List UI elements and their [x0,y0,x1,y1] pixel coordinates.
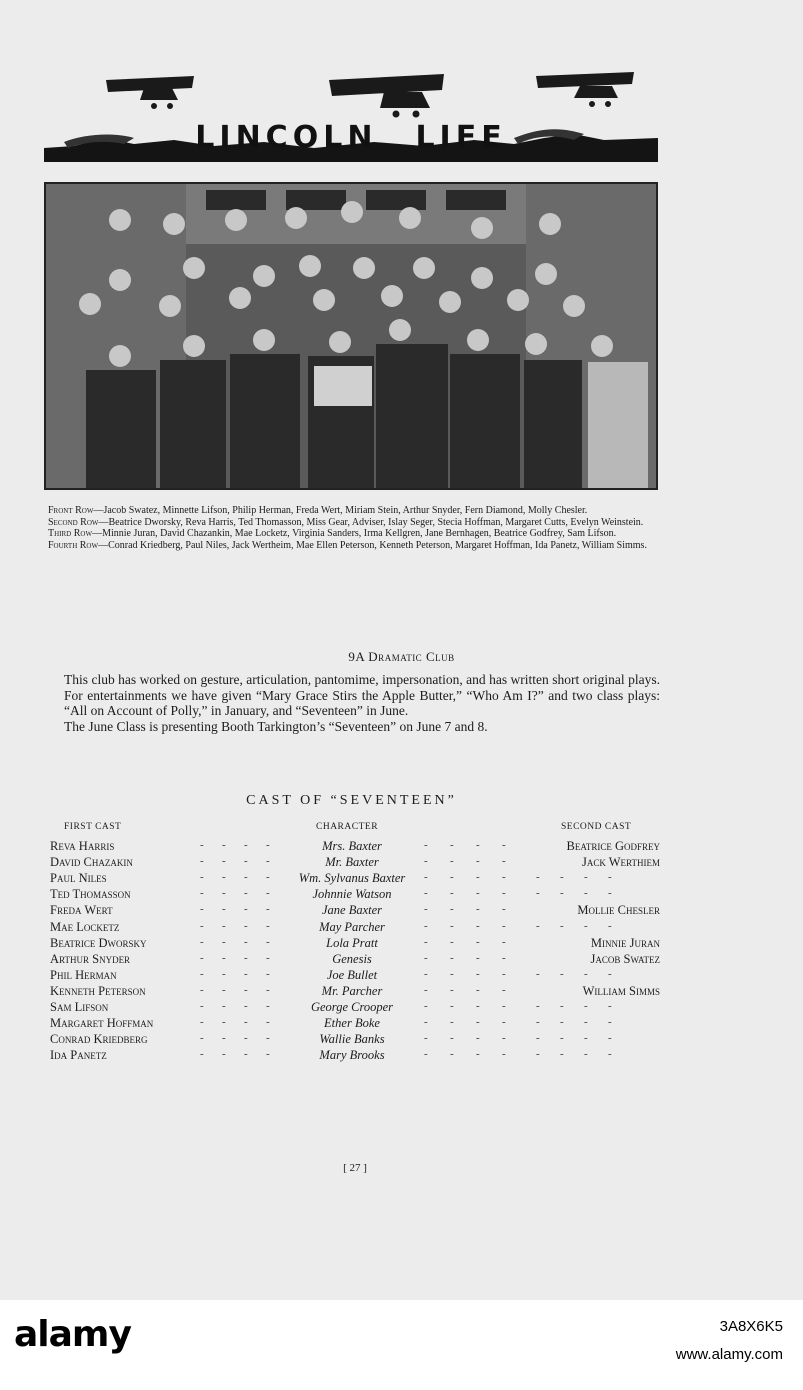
first-cast-name: Paul Niles [50,871,107,886]
leader-dash: - [476,1016,480,1029]
leader-dash: - [244,1016,248,1029]
leader-dash: - [450,1032,454,1045]
leader-dash: - [424,1032,428,1045]
leader-dash: - [560,1016,564,1029]
character-name: Johnnie Watson [312,887,392,902]
cast-row [0,936,803,952]
leader-dash: - [244,839,248,851]
leader-dash: - [560,967,564,980]
first-cast-name: Margaret Hoffman [50,1016,154,1031]
leader-dash: - [502,967,506,980]
leader-dash: - [476,855,480,868]
leader-dash: - [222,983,226,996]
leader-dash: - [244,1000,248,1012]
cast-row [0,839,803,855]
leader-dash: - [608,919,612,932]
leader-dash: - [244,935,248,948]
character-name: Mary Brooks [319,1048,385,1063]
leader-dash: - [244,855,248,868]
leader-dash: - [200,1000,204,1012]
leader-dash: - [266,983,270,996]
leader-dash: - [424,855,428,868]
leader-dash: - [536,887,540,900]
leader-dash: - [502,855,506,868]
leader-dash: - [424,1016,428,1029]
cast-row [0,871,803,887]
leader-dash: - [424,919,428,932]
leader-dash: - [266,1016,270,1029]
leader-dash: - [266,935,270,948]
leader-dash: - [450,951,454,964]
leader-dash: - [450,1016,454,1029]
leader-dash: - [200,1032,204,1045]
banner-title-lincoln: LINCOLN [195,120,378,155]
leader-dash: - [424,903,428,916]
leader-dash: - [536,1032,540,1045]
leader-dash: - [584,871,588,884]
character-name: May Parcher [319,919,385,934]
leader-dash: - [266,855,270,868]
leader-dash: - [608,887,612,900]
leader-dash: - [244,919,248,932]
leader-dash: - [200,935,204,948]
leader-dash: - [244,871,248,884]
leader-dash: - [244,887,248,900]
leader-dash: - [266,839,270,851]
second-cast-name: Minnie Juran [590,935,660,950]
first-cast-name: David Chazakin [50,855,133,870]
leader-dash: - [244,1048,248,1061]
leader-dash: - [502,1016,506,1029]
leader-dash: - [536,871,540,884]
alamy-logo: alamy [14,1314,131,1355]
leader-dash: - [424,951,428,964]
club-title-main: Dramatic Club [368,649,455,664]
leader-dash: - [536,1016,540,1029]
leader-dash: - [244,983,248,996]
leader-dash: - [222,839,226,851]
group-photo-illustration [46,184,656,488]
second-cast-name: William Simms [582,983,660,998]
leader-dash: - [222,903,226,916]
leader-dash: - [222,967,226,980]
leader-dash: - [536,1048,540,1061]
leader-dash: - [450,983,454,996]
leader-dash: - [200,887,204,900]
caption-label: Third Row [48,528,93,539]
leader-dash: - [584,1032,588,1045]
cast-row [0,1048,803,1064]
leader-dash: - [266,871,270,884]
first-cast-name: Conrad Kriedberg [50,1032,148,1047]
leader-dash: - [476,903,480,916]
first-cast-name: Arthur Snyder [50,951,131,966]
leader-dash: - [450,935,454,948]
leader-dash: - [266,1032,270,1045]
first-cast-name: Beatrice Dworsky [50,935,147,950]
leader-dash: - [560,887,564,900]
lincoln-life-banner [44,68,658,166]
leader-dash: - [476,935,480,948]
leader-dash: - [222,887,226,900]
leader-dash: - [502,1000,506,1012]
leader-dash: - [584,1048,588,1061]
character-name: George Crooper [310,1000,394,1014]
cast-row [0,855,803,871]
cast-row [0,952,803,968]
leader-dash: - [560,1048,564,1061]
cast-row [0,903,803,919]
caption-front-row: Front Row—Jacob Swatez, Minnette Lifson, Philip Herman, Freda Wert, Miriam Stein, Arthur Snyder, Fern Diamond, Molly Chesler. [48,505,588,516]
leader-dash: - [200,951,204,964]
leader-dash: - [424,871,428,884]
leader-dash: - [476,967,480,980]
leader-dash: - [560,919,564,932]
leader-dash: - [476,871,480,884]
cast-row [0,920,803,936]
caption-label: Second Row [48,516,99,528]
character-name: Jane Baxter [321,903,383,918]
club-title-prefix: 9A [348,649,369,664]
leader-dash: - [266,951,270,964]
leader-dash: - [476,839,480,851]
leader-dash: - [424,887,428,900]
leader-dash: - [502,839,506,851]
club-paragraph-2: The June Class is presenting Booth Tarkington’s “Seventeen” on June 7 and 8. [64,718,488,734]
leader-dash: - [608,1000,612,1012]
cast-row [0,1000,803,1016]
first-cast-name: Freda Wert [50,903,113,918]
watermark-url: www.alamy.com [675,1346,783,1363]
caption-label: Fourth Row [48,539,99,551]
first-cast-name: Phil Herman [50,967,117,982]
leader-dash: - [584,1016,588,1029]
leader-dash: - [450,1000,454,1012]
leader-dash: - [244,1032,248,1045]
leader-dash: - [266,919,270,932]
leader-dash: - [222,1016,226,1029]
caption-third-row: Third Row—Minnie Juran, David Chazankin, Mae Locketz, Virginia Sanders, Irma Kellgren, Jane Bernhagen, Beatrice Godfrey, Sam Lifson. [48,528,617,539]
character-name: Mr. Parcher [321,983,383,998]
leader-dash: - [502,935,506,948]
image-id: 3A8X6K5 [719,1318,783,1335]
club-title [0,649,803,665]
second-cast-name: Beatrice Godfrey [566,839,660,853]
caption-names: Beatrice Dworsky, Reva Harris, Ted Thomasson, Miss Gear, Adviser, Islay Seger, Stecia Hoffman, Margaret Cutts, Evelyn Weinstein. [108,516,644,528]
club-paragraph-1: This club has worked on gesture, articulation, pantomime, impersonation, and has written short original plays. For entertainments we have given “Mary Grace Stirs the Apple Butter,” “Who Am I?” and two class plays: “All on Account of Polly,” in January, and “Seventeen” in June. [64,672,660,718]
leader-dash: - [222,1032,226,1045]
leader-dash: - [450,839,454,851]
photo-caption [48,505,658,551]
leader-dash: - [536,919,540,932]
leader-dash: - [200,919,204,932]
leader-dash: - [502,887,506,900]
character-name: Mr. Baxter [325,855,379,870]
caption-label: Front Row [48,505,94,516]
caption-fourth-row: Fourth Row—Conrad Kriedberg, Paul Niles, Jack Wertheim, Mae Ellen Peterson, Kenneth Peterson, Margaret Hoffman, Ida Panetz, William Simms. [48,539,647,551]
first-cast-name: Ida Panetz [50,1048,107,1063]
leader-dash: - [608,871,612,884]
character-name: Genesis [332,951,372,966]
club-group-photo [44,182,658,490]
leader-dash: - [222,919,226,932]
leader-dash: - [502,871,506,884]
cast-title: CAST OF “SEVENTEEN” [246,793,457,808]
column-header-first-cast: FIRST CAST [64,822,122,832]
leader-dash: - [200,839,204,851]
page-number: [ 27 ] [343,1162,367,1174]
leader-dash: - [560,1032,564,1045]
leader-dash: - [424,839,428,851]
leader-dash: - [200,903,204,916]
character-name: Wm. Sylvanus Baxter [298,871,406,886]
character-name: Mrs. Baxter [322,839,382,853]
leader-dash: - [450,903,454,916]
leader-dash: - [476,1032,480,1045]
leader-dash: - [502,919,506,932]
leader-dash: - [200,967,204,980]
leader-dash: - [536,1000,540,1012]
leader-dash: - [536,967,540,980]
column-header-second-cast: SECOND CAST [561,822,632,832]
leader-dash: - [200,1048,204,1061]
caption-second-row: Second Row—Beatrice Dworsky, Reva Harris, Ted Thomasson, Miss Gear, Adviser, Islay Seger, Stecia Hoffman, Margaret Cutts, Evelyn Weinstein. [48,516,644,528]
leader-dash: - [244,967,248,980]
leader-dash: - [502,1032,506,1045]
leader-dash: - [266,903,270,916]
leader-dash: - [560,871,564,884]
leader-dash: - [266,1000,270,1012]
leader-dash: - [424,967,428,980]
leader-dash: - [450,871,454,884]
leader-dash: - [560,1000,564,1012]
leader-dash: - [502,903,506,916]
leader-dash: - [200,871,204,884]
leader-dash: - [450,887,454,900]
first-cast-name: Reva Harris [50,839,115,853]
leader-dash: - [222,855,226,868]
leader-dash: - [608,1032,612,1045]
leader-dash: - [424,935,428,948]
leader-dash: - [584,919,588,932]
leader-dash: - [200,855,204,868]
leader-dash: - [222,1048,226,1061]
leader-dash: - [450,1048,454,1061]
character-name: Wallie Banks [319,1032,385,1047]
leader-dash: - [222,935,226,948]
first-cast-name: Sam Lifson [50,1000,109,1014]
second-cast-name: Jacob Swatez [590,951,660,966]
banner-title-life: LIFE [415,120,507,155]
leader-dash: - [424,1048,428,1061]
leader-dash: - [200,1016,204,1029]
leader-dash: - [476,983,480,996]
club-description [64,672,660,734]
leader-dash: - [476,951,480,964]
leader-dash: - [476,919,480,932]
leader-dash: - [584,887,588,900]
leader-dash: - [608,967,612,980]
leader-dash: - [502,951,506,964]
cast-row [0,1016,803,1032]
second-cast-name: Jack Werthiem [581,855,660,870]
leader-dash: - [476,1000,480,1012]
leader-dash: - [584,1000,588,1012]
leader-dash: - [450,855,454,868]
leader-dash: - [266,1048,270,1061]
leader-dash: - [502,1048,506,1061]
cast-row [0,984,803,1000]
leader-dash: - [424,983,428,996]
leader-dash: - [476,1048,480,1061]
character-name: Ether Boke [324,1016,380,1031]
banner-title [44,120,658,155]
leader-dash: - [222,1000,226,1012]
caption-names: Conrad Kriedberg, Paul Niles, Jack Wertheim, Mae Ellen Peterson, Kenneth Peterson, Margaret Hoffman, Ida Panetz, William Simms. [108,539,647,551]
leader-dash: - [608,1016,612,1029]
first-cast-name: Mae Locketz [50,919,120,934]
leader-dash: - [608,1048,612,1061]
character-name: Joe Bullet [326,967,378,982]
leader-dash: - [222,871,226,884]
cast-row [0,968,803,984]
first-cast-name: Kenneth Peterson [50,983,146,998]
leader-dash: - [424,1000,428,1012]
leader-dash: - [476,887,480,900]
second-cast-name: Mollie Chesler [577,903,660,918]
caption-names: Jacob Swatez, Minnette Lifson, Philip Herman, Freda Wert, Miriam Stein, Arthur Snyder, Fern Diamond, Molly Chesler. [103,505,588,516]
column-header-character: CHARACTER [316,822,379,832]
leader-dash: - [584,967,588,980]
leader-dash: - [502,983,506,996]
cast-row [0,1032,803,1048]
caption-names: Minnie Juran, David Chazankin, Mae Locketz, Virginia Sanders, Irma Kellgren, Jane Bernhagen, Beatrice Godfrey, Sam Lifson. [102,528,617,539]
leader-dash: - [222,951,226,964]
leader-dash: - [450,919,454,932]
leader-dash: - [244,951,248,964]
character-name: Lola Pratt [326,935,378,950]
cast-row [0,887,803,903]
leader-dash: - [266,887,270,900]
leader-dash: - [450,967,454,980]
leader-dash: - [200,983,204,996]
leader-dash: - [266,967,270,980]
first-cast-name: Ted Thomasson [50,887,131,902]
leader-dash: - [244,903,248,916]
